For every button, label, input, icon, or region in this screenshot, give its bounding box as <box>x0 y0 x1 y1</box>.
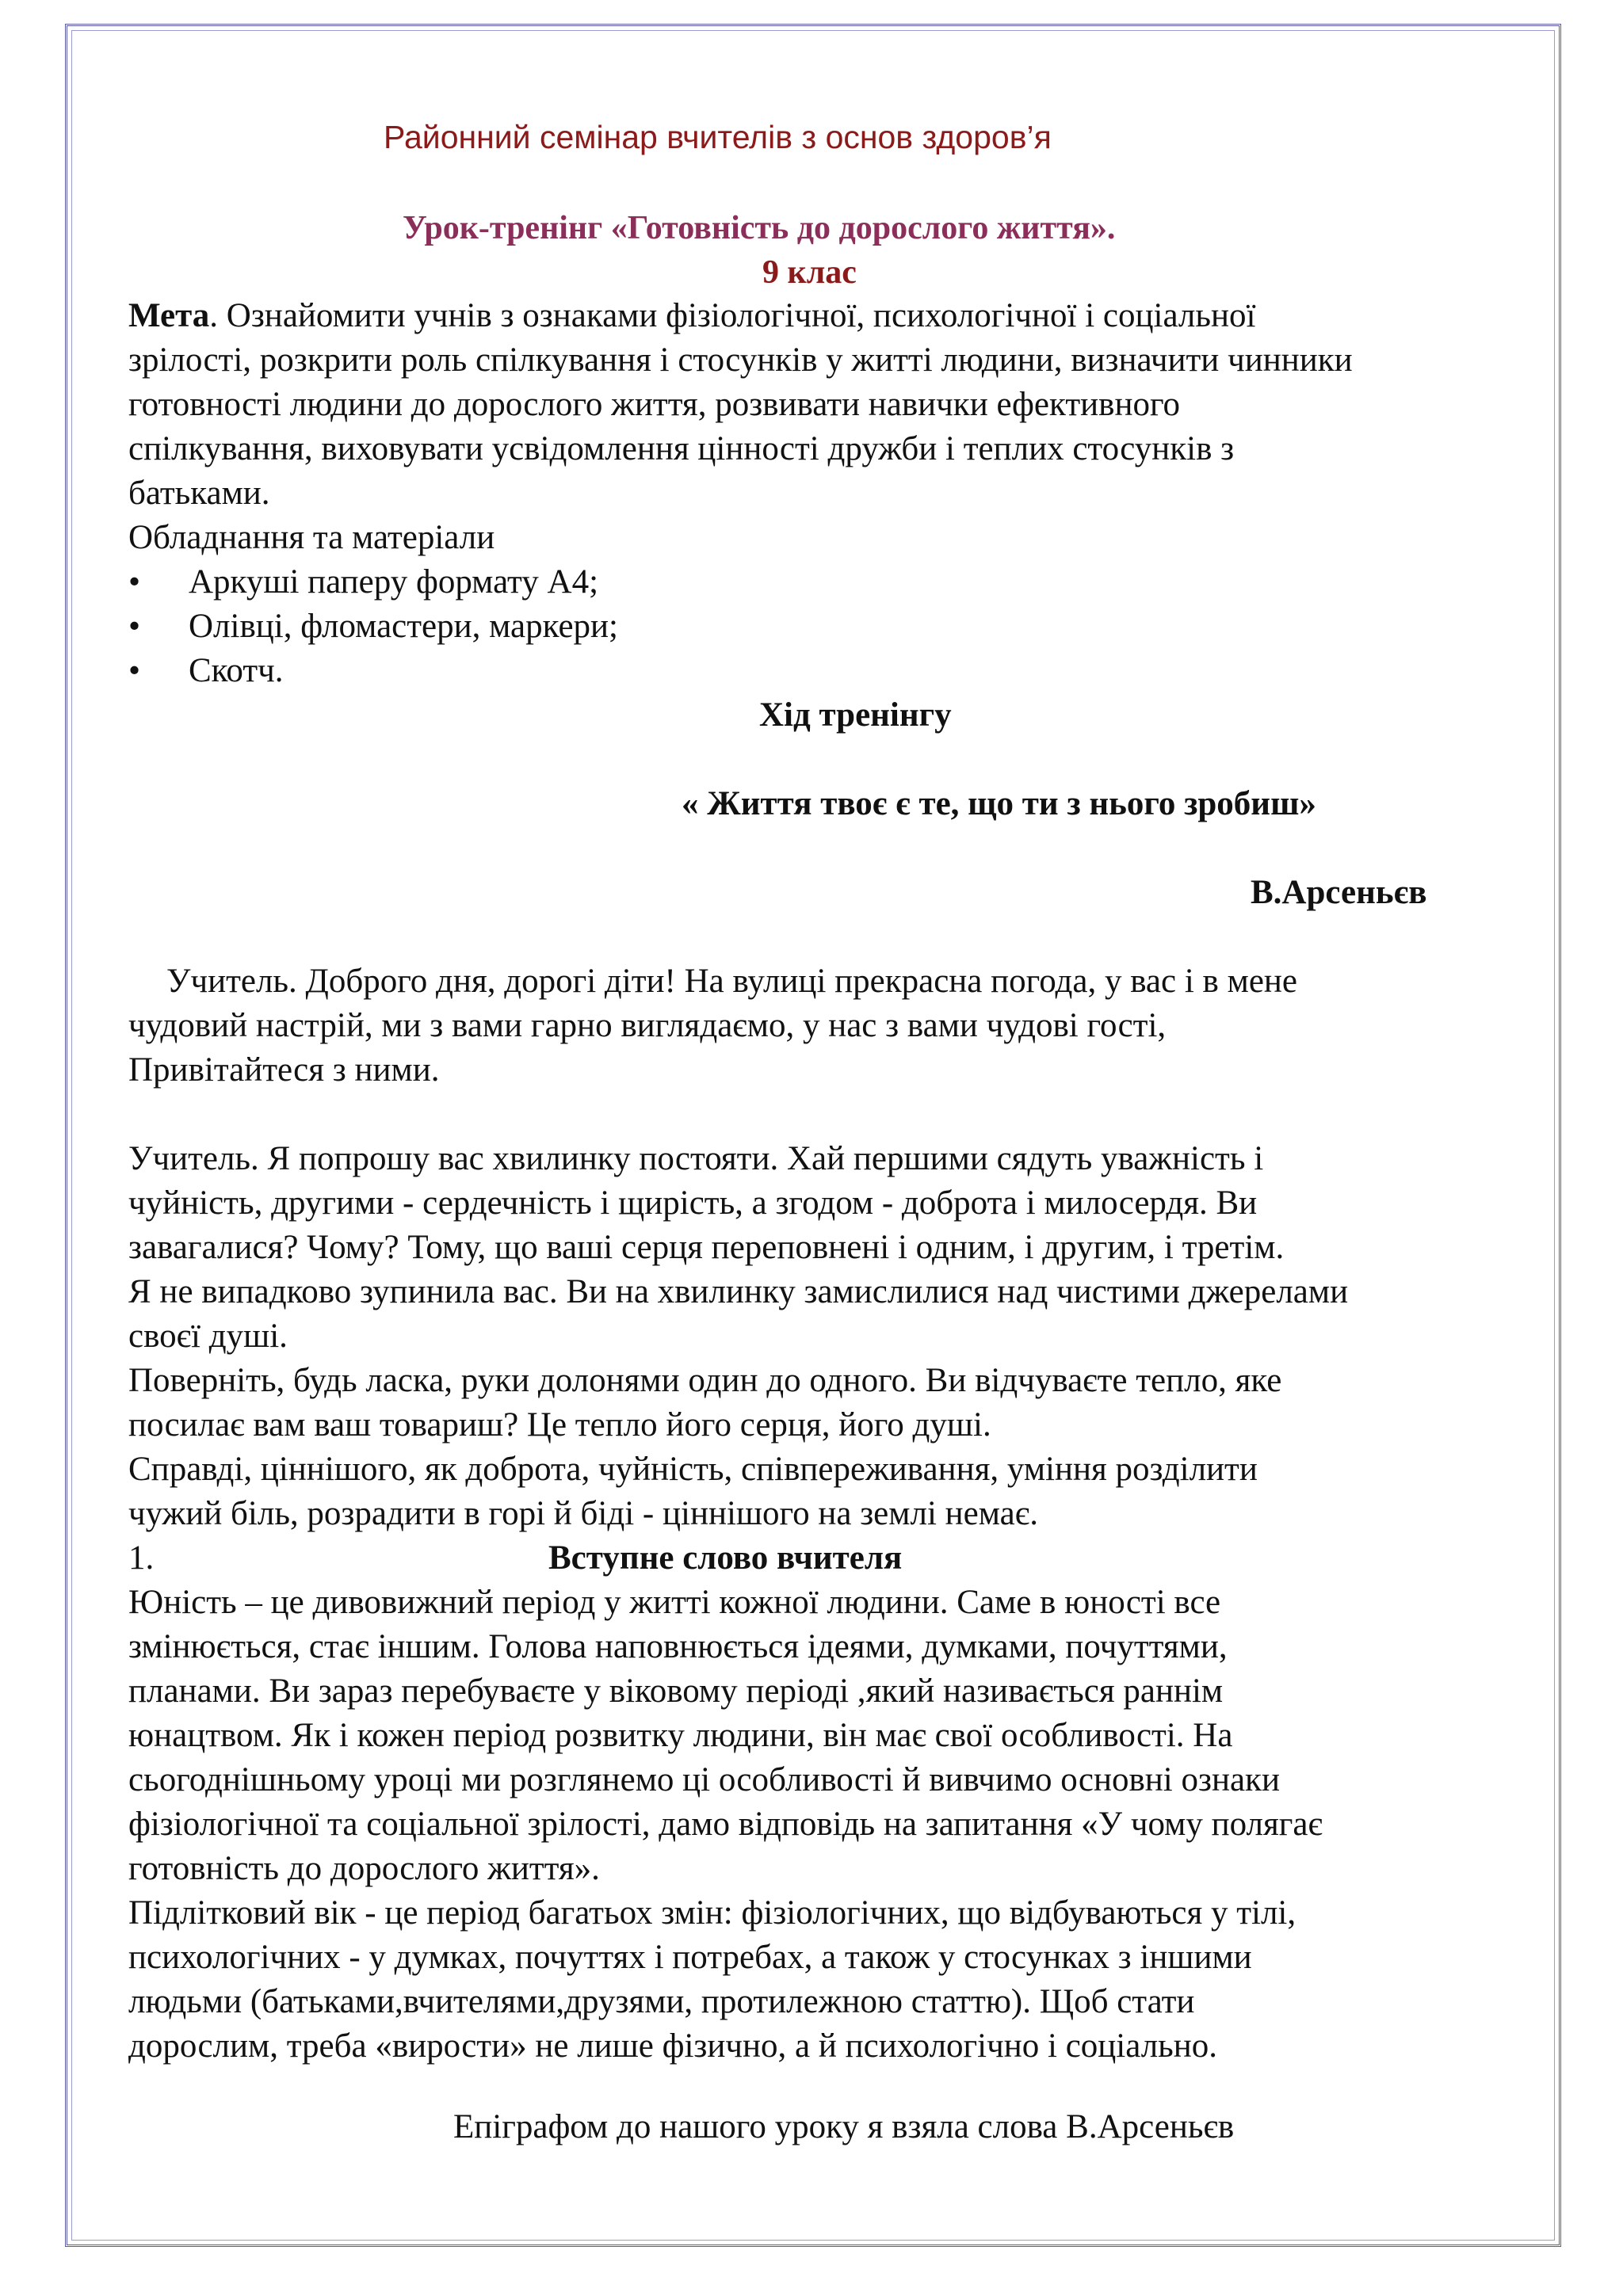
section-line: Підлітковий вік - це період багатьох змін: фізіологічних, що відбуваються у тілі, <box>128 1894 1296 1932</box>
exercise-line: чуйність, другими - сердечність і щирість, а згодом - доброта і милосердя. Ви <box>128 1184 1258 1222</box>
exercise-line: своєї душі. <box>128 1318 288 1355</box>
exercise-line: чужий біль, розрадити в горі й біді - ціннішого на землі немає. <box>128 1495 1038 1532</box>
goal-text: . Ознайомити учнів з ознаками фізіологічної, психологічної і соціальної <box>209 297 1256 334</box>
goal-line: батьками. <box>128 475 270 512</box>
bullet-marker: • <box>128 608 141 645</box>
equipment-heading: Обладнання та матеріали <box>128 519 495 556</box>
goal-line: спілкування, виховувати усвідомлення цінності дружби і теплих стосунків з <box>128 430 1235 467</box>
goal-line: зрілості, розкрити роль спілкування і стосунків у житті людини, визначити чинники <box>128 341 1353 379</box>
equipment-item: Скотч. <box>189 652 284 689</box>
equipment-item: Олівці, фломастери, маркери; <box>189 608 618 645</box>
section-line: фізіологічної та соціальної зрілості, дамо відповідь на запитання «У чому полягає <box>128 1806 1323 1843</box>
grade-label: 9 клас <box>762 254 857 291</box>
section-title: Вступне слово вчителя <box>548 1539 903 1577</box>
seminar-title: Районний семінар вчителів з основ здоров’я <box>384 119 1052 155</box>
section-line: сьогоднішньому уроці ми розглянемо ці особливості й вивчимо основні ознаки <box>128 1761 1280 1798</box>
section-line: планами. Ви зараз перебуваєте у віковому періоді ,який називається раннім <box>128 1672 1224 1710</box>
lesson-title: Урок-тренінг «Готовність до дорослого життя». <box>403 210 1116 246</box>
section-line: Юність – це дивовижний період у житті кожної людини. Саме в юності все <box>128 1584 1221 1621</box>
epigraph-author: В.Арсеньєв <box>1251 874 1427 911</box>
goal-first-line <box>128 296 1255 335</box>
bullet-marker: • <box>128 652 141 689</box>
section-line: готовність до дорослого життя». <box>128 1850 600 1887</box>
section-number: 1. <box>128 1539 155 1577</box>
section-line: юнацтвом. Як і кожен період розвитку людини, він має свої особливості. На <box>128 1717 1233 1754</box>
goal-line: готовності людини до дорослого життя, розвивати навички ефективного <box>128 386 1181 423</box>
goal-label: Мета <box>128 297 210 334</box>
epigraph: « Життя твоє є те, що ти з нього зробиш» <box>682 785 1316 822</box>
exercise-line: Я не випадково зупинила вас. Ви на хвилинку замислилися над чистими джерелами <box>128 1273 1349 1310</box>
closing-line: Епіграфом до нашого уроку я взяла слова В.Арсеньєв <box>453 2108 1235 2145</box>
greeting-line: Привітайтеся з ними. <box>128 1051 440 1089</box>
section-line: психологічних - у думках, почуттях і потребах, а також у стосунках з іншими <box>128 1939 1252 1976</box>
equipment-item: Аркуші паперу формату А4; <box>189 563 599 601</box>
bullet-marker: • <box>128 563 141 601</box>
section-line: людьми (батьками,вчителями,друзями, протилежною статтю). Щоб стати <box>128 1983 1195 2020</box>
greeting-line: чудовий настрій, ми з вами гарно виглядаємо, у нас з вами чудові гості, <box>128 1007 1167 1044</box>
exercise-line: Учитель. Я попрошу вас хвилинку постояти. Хай першими сядуть уважність і <box>128 1140 1264 1177</box>
exercise-line: посилає вам ваш товариш? Це тепло його серця, його душі. <box>128 1406 991 1444</box>
section-line: дорослим, треба «вирости» не лише фізично, а й психологічно і соціально. <box>128 2027 1218 2065</box>
exercise-line: Поверніть, будь ласка, руки долонями один до одного. Ви відчуваєте тепло, яке <box>128 1362 1282 1399</box>
exercise-line: завагалися? Чому? Тому, що ваші серця переповнені і одним, і другим, і третім. <box>128 1229 1285 1266</box>
exercise-line: Справді, ціннішого, як доброта, чуйність, співпереживання, уміння розділити <box>128 1451 1258 1488</box>
section-line: змінюється, стає іншим. Голова наповнюється ідеями, думками, почуттями, <box>128 1628 1228 1665</box>
training-heading: Хід тренінгу <box>759 696 952 734</box>
greeting-line: Учитель. Доброго дня, дорогі діти! На вулиці прекрасна погода, у вас і в мене <box>166 963 1297 1000</box>
